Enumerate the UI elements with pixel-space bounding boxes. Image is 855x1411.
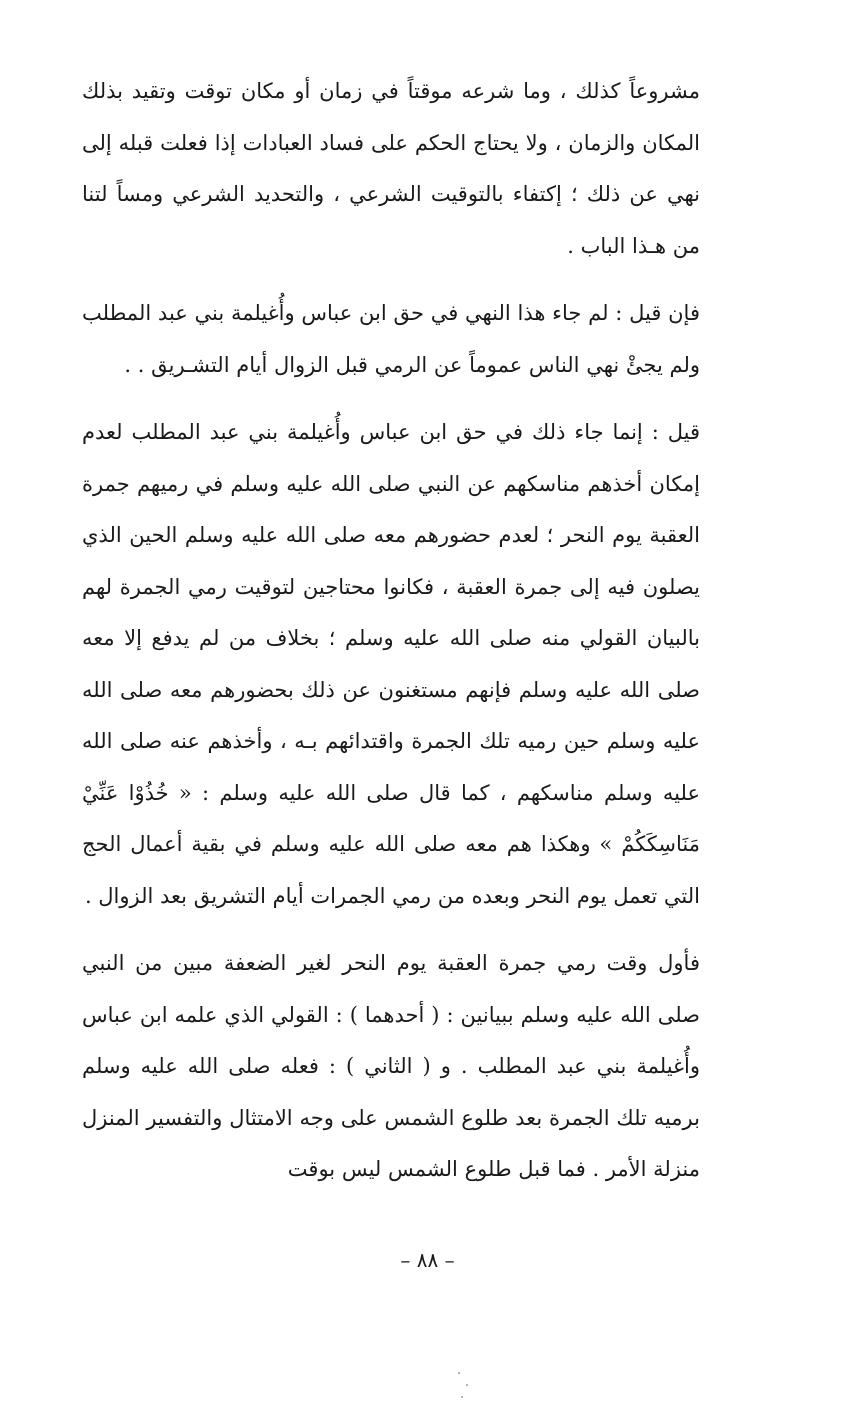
paragraph-2: فإن قيل : لم جاء هذا النهي في حق ابن عباس وأُغيلمة بني عبد المطلب ولم يجئْ نهي الناس عموماً عن الرمي قبل الزوال أيام التشـريق . . [82, 301, 700, 377]
body-text [82, 66, 700, 1196]
scan-speck [458, 1372, 460, 1374]
paragraph-4: فأول وقت رمي جمرة العقبة يوم النحر لغير الضعفة مبين من النبي صلى الله عليه وسلم ببيانين : ( أحدهما ) : القولي الذي علمه ابن عباس وأُغيلمة بني عبد المطلب . و ( الثاني ) : فعله صلى الله عليه وسلم برميه تلك الجمرة بعد طلوع الشمس على وجه الامتثال والتفسير المنزل منزلة الأمر . فما قبل طلوع الشمس ليس بوقت [82, 951, 700, 1181]
scan-speck [466, 1384, 468, 1386]
paragraph-1: مشروعاً كذلك ، وما شرعه موقتاً في زمان أو مكان توقت وتقيد بذلك المكان والزمان ، ولا يحتاج الحكم على فساد العبادات إذا فعلت قبله إلى نهي عن ذلك ؛ إكتفاء بالتوقيت الشرعي ، والتحديد الشرعي ومساً لتنا من هـذا الباب . [82, 79, 700, 258]
scan-speck [461, 1396, 463, 1398]
paragraph-3: قيل : إنما جاء ذلك في حق ابن عباس وأُغيلمة بني عبد المطلب لعدم إمكان أخذهم مناسكهم عن النبي صلى الله عليه وسلم في رميهم جمرة العقبة يوم النحر ؛ لعدم حضورهم معه صلى الله عليه وسلم الحين الذي يصلون فيه إلى جمرة العقبة ، فكانوا محتاجين لتوقيت رمي الجمرة لهم بالبيان القولي منه صلى الله عليه وسلم ؛ بخلاف من لم يدفع إلا معه صلى الله عليه وسلم فإنهم مستغنون عن ذلك بحضورهم معه صلى الله عليه وسلم حين رميه تلك الجمرة واقتدائهم بـه ، وأخذهم عنه صلى الله عليه وسلم مناسكهم ، كما قال صلى الله عليه وسلم : « خُذُوْا عَنِّيْ مَنَاسِكَكُمْ » وهكذا هم معه صلى الله عليه وسلم في بقية أعمال الحج التي تعمل يوم النحر وبعده من رمي الجمرات أيام التشريق بعد الزوال . [82, 420, 700, 908]
page-number: – ٨٨ – [400, 1248, 455, 1272]
